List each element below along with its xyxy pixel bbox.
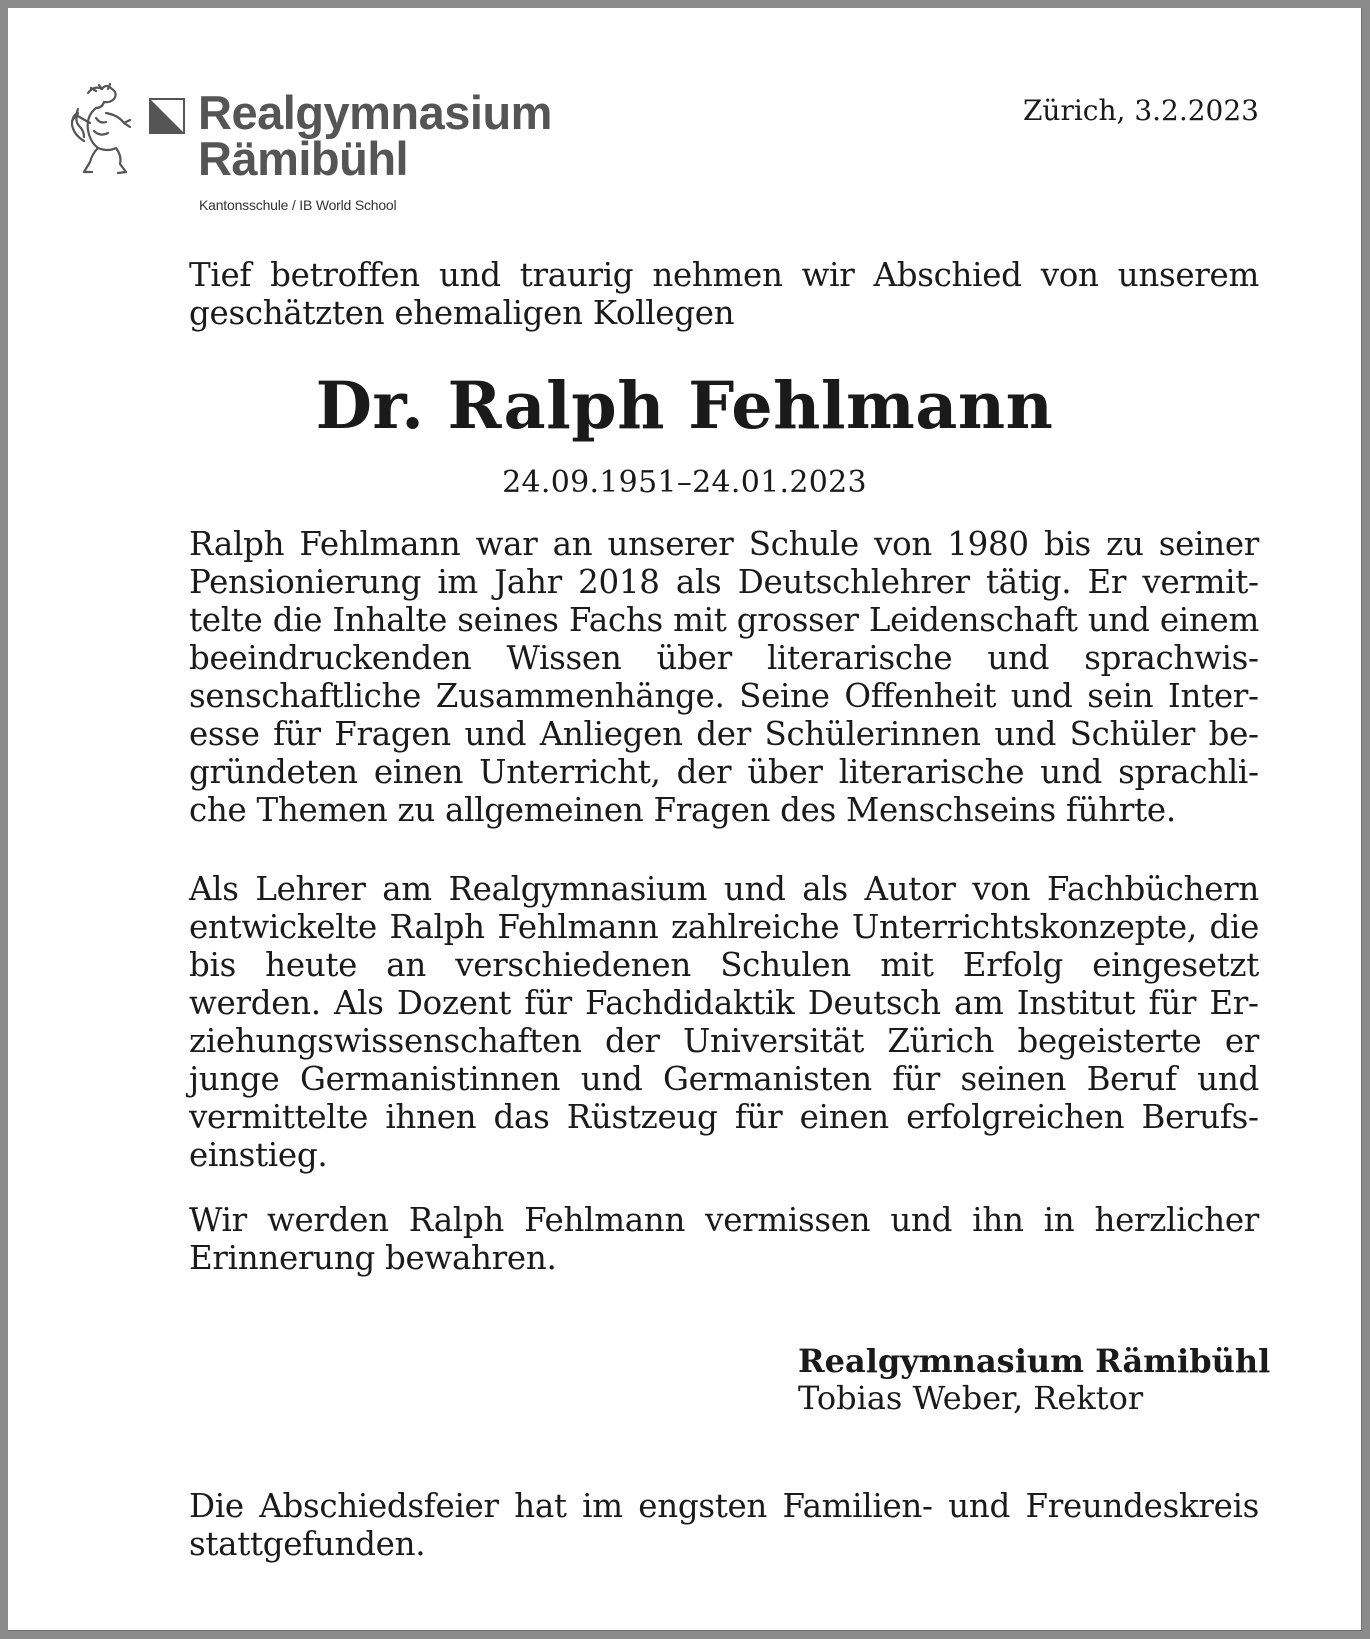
footer-block: [189, 1487, 1259, 1563]
logo-line-2: Rämibühl: [198, 132, 409, 185]
logo-subtitle: Kantonsschule / IB World School: [199, 197, 397, 213]
zurich-flag-icon: [149, 98, 185, 134]
body-paragraph-2: Als Lehrer am Realgymnasium und als Autor von Fachbüchern entwickelte Ralph Fehlmann zahlreiche Unterrichtskonzepte, die bis heute an verschiedenen Schulen mit Erfolg eingesetzt werden. Als Dozent für Fachdidaktik Deutsch am Institut für Erziehungswissenschaften der Universität Zürich begeisterte er junge Germanistinnen und Germanisten für seinen Beruf und vermittelte ihnen das Rüstzeug für einen erfolgreichen Berufseinstieg.: [189, 870, 1259, 1174]
intro-text: [189, 256, 1259, 332]
body-paragraph-3: Wir werden Ralph Fehlmann vermissen und ihn in herzlicher Erinnerung bewahren.: [189, 1201, 1259, 1277]
signature-person: Tobias Weber, Rektor: [798, 1379, 1144, 1417]
body-paragraph-2-block: [189, 870, 1259, 1174]
obituary-page: [8, 8, 1362, 1631]
signature-organization: Realgymnasium Rämibühl: [798, 1342, 1271, 1380]
signature-block: [798, 1343, 1270, 1417]
footer-text: Die Abschiedsfeier hat im engsten Familien- und Freundeskreis stattgefunden.: [189, 1487, 1259, 1563]
body-paragraph-1-block: [189, 525, 1259, 829]
life-dates: 24.09.1951–24.01.2023: [502, 465, 867, 500]
letter-date: Zürich, 3.2.2023: [1022, 94, 1259, 127]
zurich-lion-icon: [66, 83, 138, 183]
school-logo-text: [198, 86, 552, 185]
body-paragraph-1: Ralph Fehlmann war an unserer Schule von 1980 bis zu seiner Pensionierung im Jahr 2018 als Deutschlehrer tätig. Er vermittelte die Inhalte seines Fachs mit grosser Leidenschaft und einem beeindruckenden Wissen über literarische und sprachwissenschaftliche Zusammenhänge. Seine Offenheit und sein Interesse für Fragen und Anliegen der Schülerinnen und Schüler begründeten einen Unterricht, der über literarische und sprachliche Themen zu allgemeinen Fragen des Menschseins führte.: [189, 525, 1259, 829]
body-paragraph-3-block: [189, 1201, 1259, 1277]
logo-line-1: Realgymnasium: [198, 86, 552, 139]
deceased-name: Dr. Ralph Fehlmann: [315, 368, 1054, 444]
intro-paragraph: Tief betroffen und traurig nehmen wir Abschied von unserem geschätzten ehemaligen Kollegen: [189, 256, 1259, 332]
